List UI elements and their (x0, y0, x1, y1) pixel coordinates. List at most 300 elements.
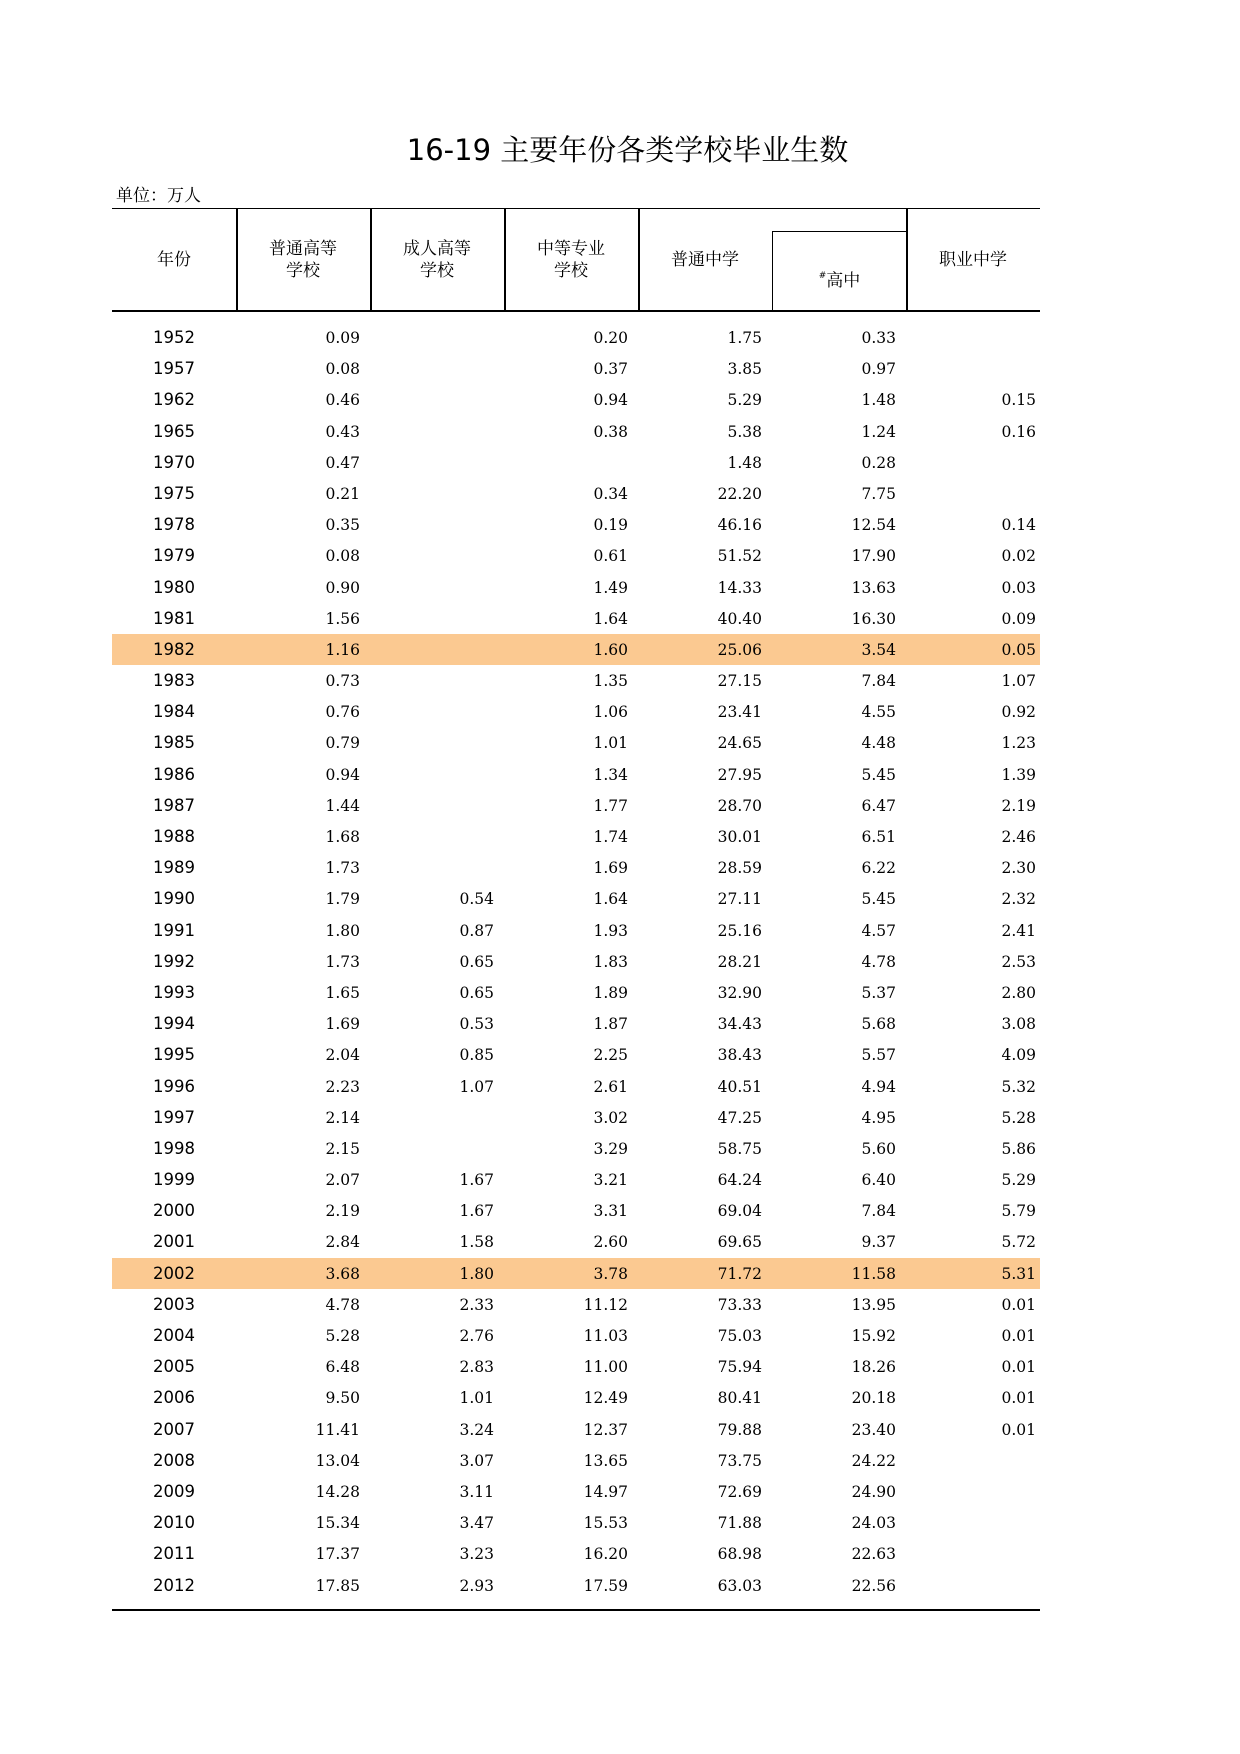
general-middle-cell: 75.94 (717, 1358, 762, 1377)
year-cell: 2005 (153, 1357, 195, 1377)
year-cell: 2011 (153, 1544, 195, 1564)
higher-education-cell: 2.04 (325, 1046, 360, 1065)
year-cell: 1986 (153, 764, 195, 784)
table-header (112, 208, 1040, 312)
header-adult-education (370, 209, 504, 310)
general-middle-cell: 80.41 (717, 1389, 762, 1408)
senior-high-cell: 23.40 (851, 1420, 896, 1439)
higher-education-cell: 9.50 (325, 1389, 360, 1408)
table-row (112, 1039, 1040, 1070)
secondary-specialized-cell: 1.35 (593, 672, 628, 691)
secondary-specialized-cell: 0.61 (593, 547, 628, 566)
general-middle-cell: 5.29 (727, 391, 762, 410)
general-middle-cell: 1.48 (727, 453, 762, 472)
secondary-specialized-cell: 2.61 (593, 1077, 628, 1096)
higher-education-cell: 1.65 (325, 983, 360, 1002)
table-row (112, 634, 1040, 665)
secondary-specialized-cell: 2.25 (593, 1046, 628, 1065)
senior-high-cell: 0.33 (861, 329, 896, 347)
vocational-cell: 0.05 (1001, 640, 1036, 659)
senior-high-cell: 0.28 (861, 453, 896, 472)
table-row (112, 977, 1040, 1008)
secondary-specialized-cell: 1.83 (593, 952, 628, 971)
higher-education-cell: 1.16 (325, 640, 360, 659)
senior-high-cell: 4.55 (861, 703, 896, 722)
secondary-specialized-cell: 11.12 (583, 1295, 628, 1314)
secondary-specialized-cell: 1.60 (593, 640, 628, 659)
secondary-specialized-cell: 0.20 (593, 329, 628, 347)
general-middle-cell: 69.65 (717, 1233, 762, 1252)
general-middle-cell: 68.98 (717, 1545, 762, 1564)
adult-education-cell: 1.67 (459, 1202, 494, 1221)
secondary-specialized-cell: 1.01 (593, 734, 628, 753)
secondary-specialized-cell: 1.64 (593, 609, 628, 628)
year-cell: 1965 (153, 421, 195, 441)
header-adult-line2: 学校 (420, 260, 454, 281)
general-middle-cell: 3.85 (727, 360, 762, 379)
senior-high-cell: 4.48 (861, 734, 896, 753)
vocational-cell: 2.53 (1001, 952, 1036, 971)
general-middle-cell: 71.72 (717, 1264, 762, 1283)
year-cell: 1978 (153, 515, 195, 535)
table-row (112, 384, 1040, 415)
senior-high-cell: 1.24 (861, 422, 896, 441)
table-row (112, 603, 1040, 634)
header-year-label: 年份 (157, 249, 191, 270)
secondary-specialized-cell: 0.38 (593, 422, 628, 441)
table-row (112, 416, 1040, 447)
vocational-cell: 2.80 (1001, 983, 1036, 1002)
year-cell: 2003 (153, 1294, 195, 1314)
senior-high-cell: 5.45 (861, 890, 896, 909)
general-middle-cell: 24.65 (717, 734, 762, 753)
header-secondary-line2: 学校 (554, 260, 588, 281)
secondary-specialized-cell: 17.59 (583, 1576, 628, 1595)
vocational-cell: 5.86 (1001, 1139, 1036, 1158)
senior-high-cell: 5.57 (861, 1046, 896, 1065)
year-cell: 1983 (153, 671, 195, 691)
table-row (112, 946, 1040, 977)
adult-education-cell: 0.87 (459, 921, 494, 940)
senior-high-cell: 5.68 (861, 1015, 896, 1034)
senior-high-cell: 13.95 (851, 1295, 896, 1314)
higher-education-cell: 0.90 (325, 578, 360, 597)
higher-education-cell: 15.34 (315, 1514, 360, 1533)
adult-education-cell: 0.53 (459, 1015, 494, 1034)
unit-label: 单位：万人 (116, 186, 201, 206)
senior-high-cell: 7.75 (861, 484, 896, 503)
general-middle-cell: 30.01 (717, 828, 762, 846)
year-cell: 1992 (153, 951, 195, 971)
senior-high-cell: 12.54 (851, 516, 896, 535)
secondary-specialized-cell: 14.97 (583, 1482, 628, 1501)
secondary-specialized-cell: 1.34 (593, 765, 628, 784)
table-row (112, 759, 1040, 790)
higher-education-cell: 0.21 (325, 484, 360, 503)
table-row (112, 1382, 1040, 1413)
adult-education-cell: 3.23 (459, 1545, 494, 1564)
general-middle-cell: 27.15 (717, 672, 762, 691)
table-row (112, 1476, 1040, 1507)
higher-education-cell: 14.28 (315, 1482, 360, 1501)
year-cell: 1994 (153, 1014, 195, 1034)
higher-education-cell: 6.48 (325, 1358, 360, 1377)
secondary-specialized-cell: 12.37 (583, 1420, 628, 1439)
header-general-middle-label: 普通中学 (671, 249, 739, 270)
vocational-cell: 5.28 (1001, 1108, 1036, 1127)
senior-high-cell: 4.95 (861, 1108, 896, 1127)
table-row (112, 915, 1040, 946)
general-middle-cell: 25.06 (717, 640, 762, 659)
vocational-cell: 0.01 (1001, 1389, 1036, 1408)
senior-high-cell: 22.56 (851, 1576, 896, 1595)
higher-education-cell: 2.84 (325, 1233, 360, 1252)
header-senior-label: 高中 (826, 270, 861, 291)
year-cell: 1982 (153, 639, 195, 659)
general-middle-cell: 5.38 (727, 422, 762, 441)
secondary-specialized-cell: 2.60 (593, 1233, 628, 1252)
secondary-specialized-cell: 1.64 (593, 890, 628, 909)
secondary-specialized-cell: 1.87 (593, 1015, 628, 1034)
header-vocational-label: 职业中学 (939, 249, 1007, 270)
year-cell: 1989 (153, 858, 195, 878)
general-middle-cell: 32.90 (717, 983, 762, 1002)
higher-education-cell: 5.28 (325, 1327, 360, 1345)
higher-education-cell: 0.73 (325, 672, 360, 691)
general-middle-cell: 63.03 (717, 1576, 762, 1595)
general-middle-cell: 14.33 (717, 578, 762, 597)
general-middle-cell: 51.52 (717, 547, 762, 566)
table-row (112, 447, 1040, 478)
higher-education-cell: 2.19 (325, 1202, 360, 1221)
senior-high-cell: 13.63 (851, 578, 896, 597)
general-middle-cell: 40.40 (717, 609, 762, 628)
higher-education-cell: 0.79 (325, 734, 360, 753)
senior-high-cell: 6.51 (861, 828, 896, 846)
general-middle-cell: 73.33 (717, 1295, 762, 1314)
table-bottom-rule (112, 1609, 1040, 1611)
table-row (112, 1102, 1040, 1133)
secondary-specialized-cell: 1.69 (593, 859, 628, 878)
year-cell: 2007 (153, 1419, 195, 1439)
table-row (112, 1351, 1040, 1382)
table-row (112, 790, 1040, 821)
higher-education-cell: 1.73 (325, 952, 360, 971)
vocational-cell: 0.03 (1001, 578, 1036, 597)
table-row (112, 1226, 1040, 1257)
general-middle-cell: 22.20 (717, 484, 762, 503)
year-cell: 1990 (153, 889, 195, 909)
adult-education-cell: 2.83 (459, 1358, 494, 1377)
adult-education-cell: 0.65 (459, 983, 494, 1002)
general-middle-cell: 23.41 (717, 703, 762, 722)
year-cell: 2012 (153, 1575, 195, 1595)
table-body (112, 322, 1040, 1601)
vocational-cell: 2.32 (1001, 890, 1036, 909)
header-senior-high (772, 231, 906, 310)
vocational-cell: 5.31 (1001, 1264, 1036, 1283)
secondary-specialized-cell: 1.49 (593, 578, 628, 597)
general-middle-cell: 79.88 (717, 1420, 762, 1439)
senior-high-cell: 4.78 (861, 952, 896, 971)
higher-education-cell: 1.68 (325, 828, 360, 846)
header-higher-line1: 普通高等 (269, 238, 337, 259)
higher-education-cell: 0.46 (325, 391, 360, 410)
year-cell: 1999 (153, 1170, 195, 1190)
header-higher-education (236, 209, 370, 310)
senior-high-cell: 22.63 (851, 1545, 896, 1564)
year-cell: 1985 (153, 733, 195, 753)
senior-high-cell: 24.22 (851, 1451, 896, 1470)
table-row (112, 322, 1040, 353)
year-cell: 1996 (153, 1076, 195, 1096)
senior-high-cell: 16.30 (851, 609, 896, 628)
secondary-specialized-cell: 3.78 (593, 1264, 628, 1283)
vocational-cell: 5.32 (1001, 1077, 1036, 1096)
higher-education-cell: 1.44 (325, 796, 360, 815)
vocational-cell: 4.09 (1001, 1046, 1036, 1065)
year-cell: 1970 (153, 452, 195, 472)
vocational-cell: 0.15 (1001, 391, 1036, 410)
vocational-cell: 2.41 (1001, 921, 1036, 940)
vocational-cell: 2.19 (1001, 796, 1036, 815)
higher-education-cell: 2.15 (325, 1139, 360, 1158)
year-cell: 1957 (153, 359, 195, 379)
higher-education-cell: 0.08 (325, 360, 360, 379)
header-senior-mark: # (818, 271, 827, 281)
higher-education-cell: 17.37 (315, 1545, 360, 1564)
higher-education-cell: 1.69 (325, 1015, 360, 1034)
higher-education-cell: 2.07 (325, 1171, 360, 1190)
adult-education-cell: 3.07 (459, 1451, 494, 1470)
senior-high-cell: 6.40 (861, 1171, 896, 1190)
secondary-specialized-cell: 16.20 (583, 1545, 628, 1564)
header-vocational (906, 209, 1040, 310)
general-middle-cell: 71.88 (717, 1514, 762, 1533)
adult-education-cell: 3.11 (459, 1482, 494, 1501)
vocational-cell: 5.72 (1001, 1233, 1036, 1252)
senior-high-cell: 24.90 (851, 1482, 896, 1501)
secondary-specialized-cell: 1.93 (593, 921, 628, 940)
secondary-specialized-cell: 15.53 (583, 1514, 628, 1533)
table-row (112, 509, 1040, 540)
secondary-specialized-cell: 0.94 (593, 391, 628, 410)
secondary-specialized-cell: 1.74 (593, 828, 628, 846)
table-row (112, 883, 1040, 914)
higher-education-cell: 1.80 (325, 921, 360, 940)
secondary-specialized-cell: 0.19 (593, 516, 628, 535)
table-row (112, 353, 1040, 384)
table-row (112, 1133, 1040, 1164)
vocational-cell: 2.46 (1001, 828, 1036, 846)
table-row (112, 665, 1040, 696)
secondary-specialized-cell: 13.65 (583, 1451, 628, 1470)
year-cell: 1979 (153, 546, 195, 566)
table-row (112, 1289, 1040, 1320)
general-middle-cell: 72.69 (717, 1482, 762, 1501)
table-row (112, 727, 1040, 758)
adult-education-cell: 1.01 (459, 1389, 494, 1408)
general-middle-cell: 28.21 (717, 952, 762, 971)
year-cell: 2004 (153, 1326, 195, 1345)
general-middle-cell: 34.43 (717, 1015, 762, 1034)
secondary-specialized-cell: 0.37 (593, 360, 628, 379)
year-cell: 1998 (153, 1138, 195, 1158)
adult-education-cell: 2.93 (459, 1576, 494, 1595)
senior-high-cell: 9.37 (861, 1233, 896, 1252)
vocational-cell: 0.14 (1001, 516, 1036, 535)
higher-education-cell: 1.79 (325, 890, 360, 909)
general-middle-cell: 27.95 (717, 765, 762, 784)
higher-education-cell: 0.08 (325, 547, 360, 566)
higher-education-cell: 0.47 (325, 453, 360, 472)
higher-education-cell: 13.04 (315, 1451, 360, 1470)
table-row (112, 1258, 1040, 1289)
page-title: 16-19 主要年份各类学校毕业生数 (406, 133, 849, 167)
year-cell: 1993 (153, 982, 195, 1002)
adult-education-cell: 1.80 (459, 1264, 494, 1283)
senior-high-cell: 5.37 (861, 983, 896, 1002)
table-row (112, 1320, 1040, 1351)
adult-education-cell: 0.54 (459, 890, 494, 909)
general-middle-cell: 64.24 (717, 1171, 762, 1190)
vocational-cell: 5.79 (1001, 1202, 1036, 1221)
vocational-cell: 2.30 (1001, 859, 1036, 878)
adult-education-cell: 0.65 (459, 952, 494, 971)
higher-education-cell: 0.35 (325, 516, 360, 535)
header-higher-line2: 学校 (286, 260, 320, 281)
table-row (112, 1071, 1040, 1102)
vocational-cell: 3.08 (1001, 1015, 1036, 1034)
senior-high-cell: 7.84 (861, 672, 896, 691)
senior-high-cell: 5.60 (861, 1139, 896, 1158)
year-cell: 2001 (153, 1232, 195, 1252)
header-general-middle (638, 209, 772, 310)
graduates-table (112, 208, 1040, 1601)
senior-high-cell: 6.47 (861, 796, 896, 815)
senior-high-cell: 4.57 (861, 921, 896, 940)
general-middle-cell: 1.75 (727, 329, 762, 347)
year-cell: 2009 (153, 1481, 195, 1501)
senior-high-cell: 11.58 (851, 1264, 896, 1283)
higher-education-cell: 11.41 (315, 1420, 360, 1439)
senior-high-cell: 18.26 (851, 1358, 896, 1377)
table-row (112, 1164, 1040, 1195)
general-middle-cell: 46.16 (717, 516, 762, 535)
adult-education-cell: 3.47 (459, 1514, 494, 1533)
general-middle-cell: 69.04 (717, 1202, 762, 1221)
header-secondary-specialized (504, 209, 638, 310)
table-row (112, 1414, 1040, 1445)
senior-high-cell: 15.92 (851, 1327, 896, 1345)
general-middle-cell: 28.70 (717, 796, 762, 815)
header-secondary-line1: 中等专业 (537, 238, 605, 259)
general-middle-cell: 40.51 (717, 1077, 762, 1096)
table-row (112, 1008, 1040, 1039)
table-row (112, 478, 1040, 509)
adult-education-cell: 1.07 (459, 1077, 494, 1096)
senior-high-cell: 4.94 (861, 1077, 896, 1096)
higher-education-cell: 1.73 (325, 859, 360, 878)
general-middle-cell: 28.59 (717, 859, 762, 878)
vocational-cell: 0.16 (1001, 422, 1036, 441)
senior-high-cell: 0.97 (861, 360, 896, 379)
higher-education-cell: 4.78 (325, 1295, 360, 1314)
vocational-cell: 5.29 (1001, 1171, 1036, 1190)
higher-education-cell: 0.09 (325, 329, 360, 347)
table-row (112, 852, 1040, 883)
general-middle-cell: 38.43 (717, 1046, 762, 1065)
year-cell: 2010 (153, 1513, 195, 1533)
year-cell: 1995 (153, 1045, 195, 1065)
table-row (112, 1538, 1040, 1569)
adult-education-cell: 2.76 (459, 1327, 494, 1345)
vocational-cell: 1.07 (1001, 672, 1036, 691)
year-cell: 1984 (153, 702, 195, 722)
vocational-cell: 0.09 (1001, 609, 1036, 628)
year-cell: 1988 (153, 827, 195, 846)
year-cell: 1952 (153, 328, 195, 347)
senior-high-cell: 7.84 (861, 1202, 896, 1221)
secondary-specialized-cell: 1.77 (593, 796, 628, 815)
higher-education-cell: 0.94 (325, 765, 360, 784)
senior-high-cell: 1.48 (861, 391, 896, 410)
secondary-specialized-cell: 1.89 (593, 983, 628, 1002)
higher-education-cell: 0.76 (325, 703, 360, 722)
vocational-cell: 1.39 (1001, 765, 1036, 784)
general-middle-cell: 75.03 (717, 1327, 762, 1345)
senior-high-cell: 24.03 (851, 1514, 896, 1533)
secondary-specialized-cell: 3.31 (593, 1202, 628, 1221)
secondary-specialized-cell: 3.29 (593, 1139, 628, 1158)
vocational-cell: 0.92 (1001, 703, 1036, 722)
vocational-cell: 0.02 (1001, 547, 1036, 566)
senior-high-cell: 17.90 (851, 547, 896, 566)
adult-education-cell: 2.33 (459, 1295, 494, 1314)
general-middle-cell: 27.11 (717, 890, 762, 909)
year-cell: 1991 (153, 920, 195, 940)
year-cell: 1980 (153, 577, 195, 597)
table-row (112, 540, 1040, 571)
higher-education-cell: 1.56 (325, 609, 360, 628)
vocational-cell: 0.01 (1001, 1295, 1036, 1314)
general-middle-cell: 47.25 (717, 1108, 762, 1127)
higher-education-cell: 0.43 (325, 422, 360, 441)
senior-high-cell: 5.45 (861, 765, 896, 784)
secondary-specialized-cell: 3.02 (593, 1108, 628, 1127)
table-row (112, 572, 1040, 603)
senior-high-cell: 20.18 (851, 1389, 896, 1408)
general-middle-cell: 73.75 (717, 1451, 762, 1470)
higher-education-cell: 2.14 (325, 1108, 360, 1127)
senior-high-cell: 6.22 (861, 859, 896, 878)
table-row (112, 696, 1040, 727)
secondary-specialized-cell: 11.00 (583, 1358, 628, 1377)
vocational-cell: 0.01 (1001, 1358, 1036, 1377)
senior-high-cell: 3.54 (861, 640, 896, 659)
year-cell: 1997 (153, 1107, 195, 1127)
year-cell: 1987 (153, 795, 195, 815)
table-row (112, 1195, 1040, 1226)
year-cell: 1962 (153, 390, 195, 410)
year-cell: 2008 (153, 1450, 195, 1470)
secondary-specialized-cell: 3.21 (593, 1171, 628, 1190)
year-cell: 1975 (153, 483, 195, 503)
table-row (112, 1570, 1040, 1601)
general-middle-cell: 58.75 (717, 1139, 762, 1158)
secondary-specialized-cell: 12.49 (583, 1389, 628, 1408)
adult-education-cell: 3.24 (459, 1420, 494, 1439)
